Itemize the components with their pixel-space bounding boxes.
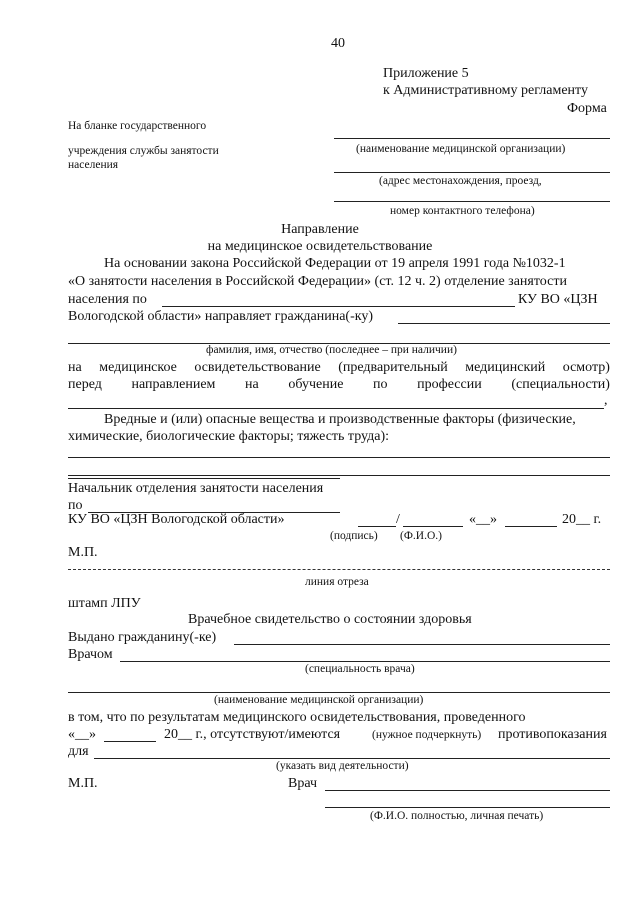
word: освидетельствование — [194, 360, 321, 375]
cut-line — [68, 569, 610, 570]
signature-caption: (подпись) — [330, 530, 378, 542]
word: (предварительный — [338, 360, 448, 375]
phone-field-line — [334, 201, 610, 202]
cut-line-caption: линия отреза — [305, 576, 369, 588]
certificate-title: Врачебное свидетельство о состоянии здоровья — [188, 612, 472, 627]
letterhead-line2: учреждения службы занятости — [68, 145, 219, 157]
body-line-3b: КУ ВО «ЦЗН — [518, 292, 598, 307]
appendix-regulation: к Административному регламенту — [383, 83, 588, 98]
clinic-stamp-label: штамп ЛПУ — [68, 596, 141, 611]
head-title-rule — [68, 478, 340, 479]
word: направлением — [131, 377, 216, 392]
body-line-3a: населения по — [68, 292, 147, 307]
word: медицинский — [465, 360, 546, 375]
doctor-sign-label: Врач — [288, 776, 318, 791]
head-title-line-2: по — [68, 498, 83, 513]
word: осмотр) — [562, 360, 610, 375]
date-day: «__» — [469, 512, 497, 527]
signature-line — [358, 526, 396, 527]
certificate-contraindications: противопоказания — [498, 727, 607, 742]
body-line-1: На основании закона Российской Федерации от 19 апреля 1991 года №1032-1 — [104, 256, 566, 271]
issued-to-label: Выдано гражданину(-ке) — [68, 630, 217, 645]
word: (специальности) — [511, 377, 610, 392]
activity-caption: (указать вид деятельности) — [276, 760, 409, 772]
page-number: 40 — [331, 36, 345, 51]
fio-caption: фамилия, имя, отчество (последнее – при наличии) — [206, 344, 457, 356]
factors-field-line-1 — [68, 457, 610, 458]
citizen-name-line — [398, 323, 610, 324]
body-line-4: Вологодской области» направляет гражданина(-ку) — [68, 309, 374, 324]
body-line-2: «О занятости населения в Российской Федерации» (ст. 12 ч. 2) отделение занятости — [68, 274, 567, 289]
body-line-5 — [68, 360, 610, 376]
body-line-6 — [68, 377, 610, 393]
org-field-line — [334, 138, 610, 139]
word: медицинское — [99, 360, 177, 375]
letterhead-line1: На бланке государственного — [68, 120, 207, 132]
head-title-line-1: Начальник отделения занятости населения — [68, 481, 324, 496]
word: на — [68, 360, 82, 375]
date-year: 20__ г. — [562, 512, 602, 527]
certificate-for-label: для — [68, 744, 89, 759]
factors-line-1: Вредные и (или) опасные вещества и производственные факторы (физические, — [104, 412, 576, 427]
word: перед — [68, 377, 102, 392]
letterhead-line3: населения — [68, 159, 119, 171]
specialty-caption: (специальность врача) — [305, 663, 415, 675]
address-field-line — [334, 172, 610, 173]
document-subtitle: на медицинское освидетельствование — [207, 239, 433, 254]
certificate-date-day: «__» — [68, 727, 96, 742]
activity-line — [94, 758, 610, 759]
certificate-note: (нужное подчеркнуть) — [372, 729, 482, 741]
stamp-label: М.П. — [68, 545, 98, 560]
document-title: Направление — [281, 222, 359, 237]
certificate-text-1: в том, что по результатам медицинского освидетельствования, проведенного — [68, 710, 526, 725]
word: профессии — [417, 377, 482, 392]
signature-slash: / — [396, 512, 400, 527]
phone-caption: номер контактного телефона) — [390, 205, 535, 217]
address-caption: (адрес местонахождения, проезд, — [379, 175, 542, 187]
word: по — [373, 377, 388, 392]
certificate-month-line — [104, 741, 156, 742]
doctor-specialty-line — [120, 661, 610, 662]
factors-field-line-2 — [68, 475, 610, 476]
certificate-text-2: 20__ г., отсутствуют/имеются — [164, 727, 341, 742]
issued-to-line — [234, 644, 610, 645]
doctor-label: Врачом — [68, 647, 113, 662]
medical-org-caption: (наименование медицинской организации) — [214, 694, 424, 706]
head-fio-caption: (Ф.И.О.) — [400, 530, 442, 542]
factors-line-2: химические, биологические факторы; тяжесть труда): — [68, 429, 390, 444]
word: обучение — [288, 377, 344, 392]
form-label: Форма — [567, 101, 607, 116]
org-caption: (наименование медицинской организации) — [356, 143, 566, 155]
doctor-fio-line — [325, 807, 610, 808]
doctor-sign-line — [325, 790, 610, 791]
certificate-stamp-label: М.П. — [68, 776, 98, 791]
medical-org-line — [68, 692, 610, 693]
head-title-line-3: КУ ВО «ЦЗН Вологодской области» — [68, 512, 285, 527]
head-fio-line — [403, 526, 463, 527]
employment-department-line — [162, 306, 515, 307]
doctor-fio-caption: (Ф.И.О. полностью, личная печать) — [370, 810, 544, 822]
profession-comma: , — [604, 393, 608, 408]
date-month-line — [505, 526, 557, 527]
profession-line — [68, 408, 604, 409]
word: на — [245, 377, 259, 392]
appendix-label: Приложение 5 — [383, 66, 469, 81]
